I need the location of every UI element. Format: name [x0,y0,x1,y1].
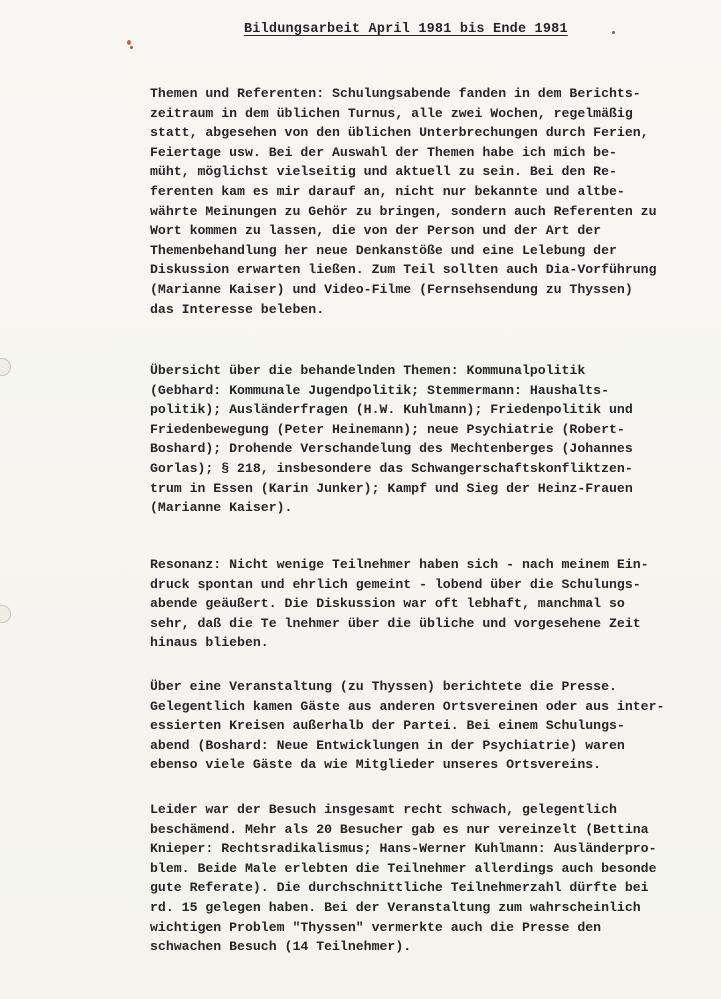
text-line: (Marianne Kaiser). [150,500,293,516]
text-line: Resonanz: Nicht wenige Teilnehmer haben sich - nach meinem Ein- [150,557,649,572]
text-line: Leider war der Besuch insgesamt recht schwach, gelegentlich [150,802,617,817]
document-title: Bildungsarbeit April 1981 bis Ende 1981 [244,22,568,37]
paragraph-resonanz [150,555,721,653]
text-line: Themen und Referenten: Schulungsabende fanden in dem Berichts- [150,86,641,101]
text-line: sehr, daß die Te lnehmer über die übliche und vorgesehene Zeit [150,615,641,631]
text-line: politik); Ausländerfragen (H.W. Kuhlmann); Friedenpolitik und [150,402,633,418]
text-line: rd. 15 gelegen haben. Bei der Veranstaltung zum wahrscheinlich [150,899,641,915]
text-line: währte Meinungen zu Gehör zu bringen, sondern auch Referenten zu [150,203,657,219]
text-line: (Gebhard: Kommunale Jugendpolitik; Stemmermann: Haushalts- [150,382,609,398]
text-line: abend (Boshard: Neue Entwicklungen in der Psychiatrie) waren [150,737,625,753]
paragraph-besuch [150,800,721,957]
text-line: Friedenbewegung (Peter Heinemann); neue Psychiatrie (Robert- [150,421,625,437]
text-line: Über eine Veranstaltung (zu Thyssen) berichtete die Presse. [150,679,617,694]
text-line: Feiertage usw. Bei der Auswahl der Themen habe ich mich be- [150,144,617,160]
paragraph-presse [150,677,721,775]
text-line: Boshard); Drohende Verschandelung des Mechtenberges (Johannes [150,441,633,457]
text-line: zeitraum in dem üblichen Turnus, alle zwei Wochen, regelmäßig [150,105,633,121]
rust-speck [130,46,133,49]
text-line: blem. Beide Male erlebten die Teilnehmer allerdings auch besonde [150,860,657,876]
text-line: Gelegentlich kamen Gäste aus anderen Ortsvereinen oder aus inter- [150,698,665,714]
text-line: das Interesse beleben. [150,301,325,317]
text-line: wichtigen Problem "Thyssen" vermerkte auch die Presse den [150,919,602,935]
paragraph-themen [150,84,721,319]
text-line: abende geäußert. Die Diskussion war oft lebhaft, manchmal so [150,596,625,612]
rust-speck [127,40,131,45]
text-line: Themenbehandlung her neue Denkanstöße und eine Lelebung der [150,242,617,258]
text-line: gute Referate). Die durchschnittliche Teilnehmerzahl dürfte bei [150,880,649,896]
text-line: Wort kommen zu lassen, die von der Person und der Art der [150,223,602,239]
ink-speck [612,31,615,34]
text-line: Übersicht über die behandelnden Themen: Kommunalpolitik [150,363,586,378]
text-line: schwachen Besuch (14 Teilnehmer). [150,939,412,955]
text-line: müht, möglichst vielseitig und aktuell zu sein. Bei den Re- [150,164,617,180]
text-line: hinaus blieben. [150,635,269,651]
text-line: Diskussion erwarten ließen. Zum Teil sollten auch Dia-Vorführung [150,262,657,278]
punch-hole [0,605,11,623]
text-line: druck spontan und ehrlich gemeint - lobend über die Schulungs- [150,576,641,592]
text-line: essierten Kreisen außerhalb der Partei. Bei einem Schulungs- [150,718,625,734]
text-line: trum in Essen (Karin Junker); Kampf und Sieg der Heinz-Frauen [150,480,633,496]
text-line: (Marianne Kaiser) und Video-Filme (Fernsehsendung zu Thyssen) [150,281,633,297]
punch-hole [0,358,11,376]
text-line: Gorlas); § 218, insbesondere das Schwangerschaftskonfliktzen- [150,460,633,476]
text-line: statt, abgesehen von den üblichen Unterbrechungen durch Ferien, [150,125,649,141]
paragraph-uebersicht [150,361,721,518]
text-line: ferenten kam es mir darauf an, nicht nur bekannte und altbe- [150,183,625,199]
text-line: Knieper: Rechtsradikalismus; Hans-Werner Kuhlmann: Ausländerpro- [150,841,657,857]
text-line: ebenso viele Gäste da wie Mitglieder unseres Ortsvereins. [150,757,602,773]
text-line: beschämend. Mehr als 20 Besucher gab es nur vereinzelt (Bettina [150,821,649,837]
